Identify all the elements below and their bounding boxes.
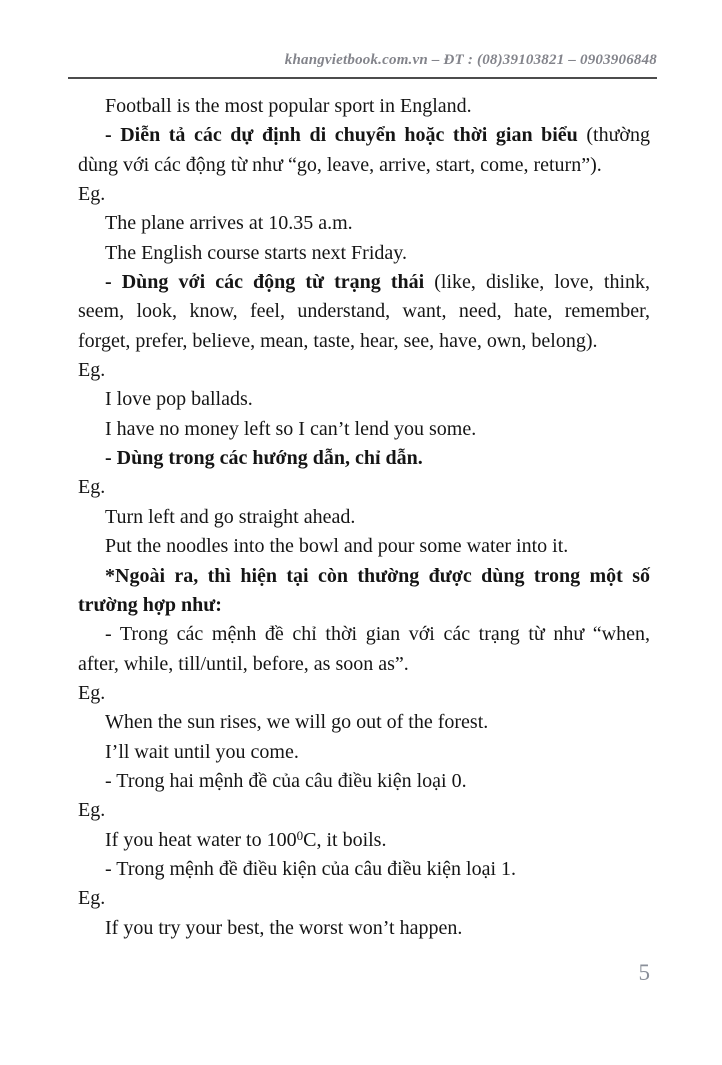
text-line bbox=[78, 708, 650, 737]
text-segment: Put the noodles into the bowl and pour some water into it. bbox=[105, 535, 569, 558]
header-rule bbox=[68, 77, 657, 79]
text-line bbox=[78, 503, 650, 532]
bold-text-segment: trường hợp như: bbox=[78, 593, 222, 616]
text-segment: I have no money left so I can’t lend you some. bbox=[105, 417, 477, 440]
text-segment: Eg. bbox=[78, 799, 106, 822]
text-line bbox=[78, 415, 650, 444]
bold-text-segment: - Dùng với các động từ trạng thái bbox=[105, 271, 425, 294]
text-line bbox=[78, 121, 650, 150]
text-line bbox=[78, 767, 650, 796]
text-segment: - Trong mệnh đề điều kiện của câu điều kiện loại 1. bbox=[105, 857, 517, 880]
text-line bbox=[78, 473, 650, 502]
text-segment: Football is the most popular sport in England. bbox=[105, 95, 472, 117]
text-line bbox=[78, 591, 650, 620]
text-line bbox=[78, 151, 650, 180]
text-line bbox=[78, 914, 650, 943]
text-segment: (like, dislike, love, think, bbox=[424, 271, 650, 294]
text-line bbox=[78, 209, 650, 238]
text-line bbox=[78, 297, 650, 326]
text-segment: If you try your best, the worst won’t happen. bbox=[105, 916, 463, 939]
header-text: khangvietbook.com.vn – ĐT : (08)39103821 – 0903906848 bbox=[284, 52, 657, 68]
text-line bbox=[78, 356, 650, 385]
text-line bbox=[78, 385, 650, 414]
text-line bbox=[78, 738, 650, 767]
text-segment: I’ll wait until you come. bbox=[105, 740, 299, 763]
text-segment: If you heat water to 100 bbox=[105, 828, 297, 851]
text-segment: forget, prefer, believe, mean, taste, hear, see, have, own, belong). bbox=[78, 329, 598, 352]
bold-text-segment: - Diễn tả các dự định di chuyển hoặc thời gian biểu bbox=[105, 124, 578, 147]
text-line bbox=[78, 532, 650, 561]
superscript-segment: 0 bbox=[296, 827, 304, 843]
text-line bbox=[78, 92, 650, 121]
text-line bbox=[78, 884, 650, 913]
text-line bbox=[78, 826, 650, 855]
text-line bbox=[78, 620, 650, 649]
text-segment: (thường bbox=[577, 124, 650, 147]
text-segment: I love pop ballads. bbox=[105, 388, 253, 411]
text-segment: The English course starts next Friday. bbox=[105, 241, 407, 264]
text-segment: dùng với các động từ như “go, leave, arrive, start, come, return”). bbox=[78, 153, 602, 176]
text-line bbox=[78, 180, 650, 209]
text-line bbox=[78, 268, 650, 297]
text-segment: Eg. bbox=[78, 681, 106, 704]
text-line bbox=[78, 796, 650, 825]
text-segment: Eg. bbox=[78, 359, 106, 382]
text-segment: Eg. bbox=[78, 183, 106, 206]
text-segment: C, it boils. bbox=[303, 828, 387, 851]
bold-text-segment: - Dùng trong các hướng dẫn, chỉ dẫn. bbox=[105, 447, 423, 470]
text-segment: When the sun rises, we will go out of the forest. bbox=[105, 711, 489, 734]
text-line bbox=[78, 679, 650, 708]
bold-text-segment: *Ngoài ra, thì hiện tại còn thường được dùng trong một số bbox=[105, 564, 650, 587]
document-body bbox=[78, 92, 650, 943]
text-segment: Eg. bbox=[78, 887, 106, 910]
text-segment: after, while, till/until, before, as soon as”. bbox=[78, 652, 409, 675]
page-number: 5 bbox=[638, 960, 650, 985]
text-line bbox=[78, 562, 650, 591]
text-segment: The plane arrives at 10.35 a.m. bbox=[105, 212, 353, 235]
text-line bbox=[78, 327, 650, 356]
text-segment: Eg. bbox=[78, 476, 106, 499]
page-header bbox=[68, 52, 657, 69]
text-segment: Turn left and go straight ahead. bbox=[105, 505, 356, 528]
text-line bbox=[78, 855, 650, 884]
text-line bbox=[78, 650, 650, 679]
text-segment: seem, look, know, feel, understand, want, need, hate, remember, bbox=[78, 300, 650, 323]
text-segment: - Trong các mệnh đề chỉ thời gian với các trạng từ như “when, bbox=[105, 623, 650, 646]
text-segment: - Trong hai mệnh đề của câu điều kiện loại 0. bbox=[105, 769, 467, 792]
text-line bbox=[78, 239, 650, 268]
text-line bbox=[78, 444, 650, 473]
